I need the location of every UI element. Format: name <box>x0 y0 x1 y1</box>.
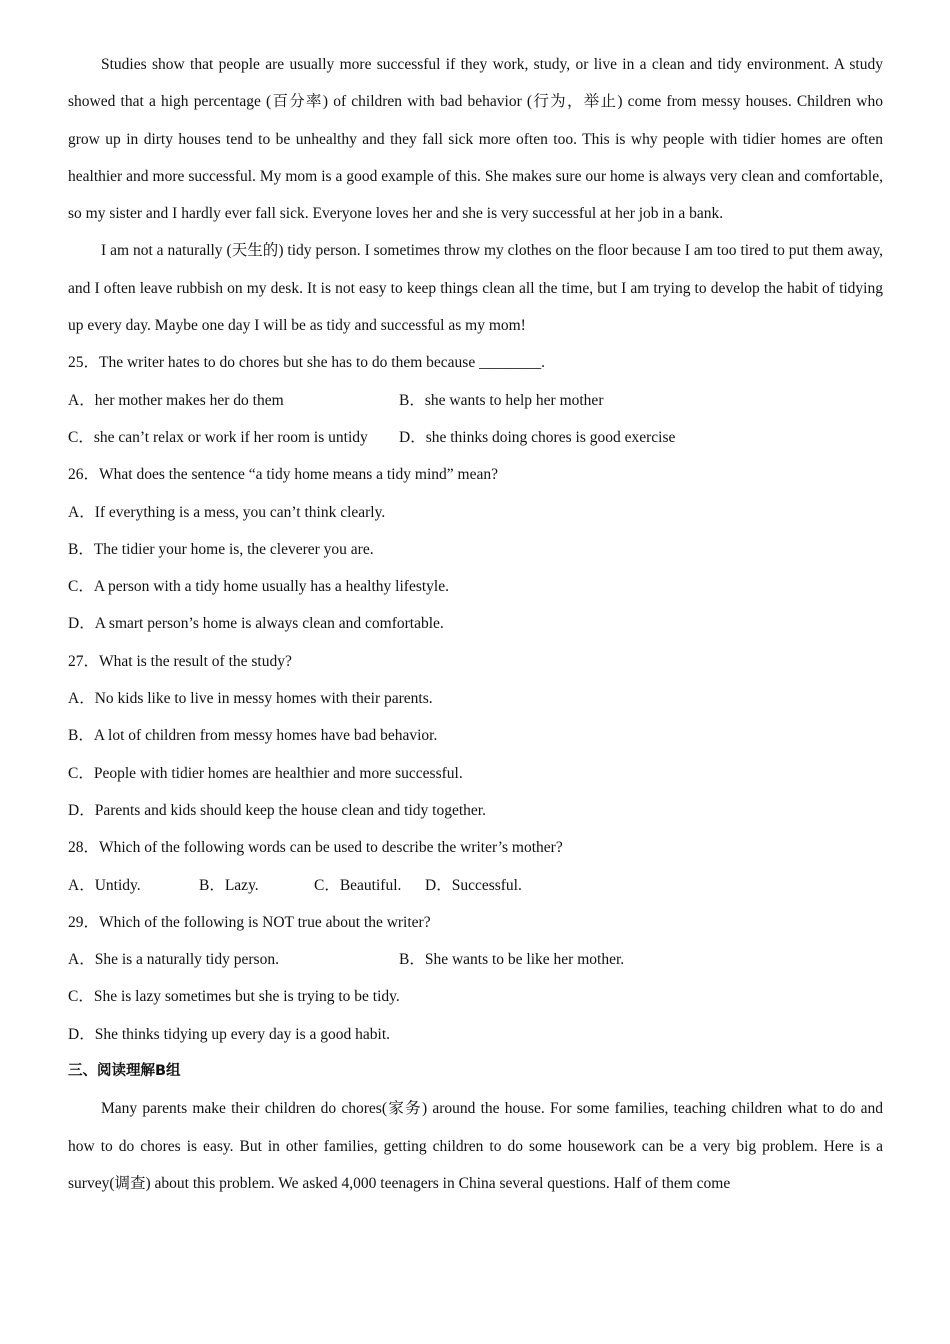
question-29-option-d[interactable]: D．She thinks tidying up every day is a good habit. <box>68 1025 391 1043</box>
question-28-option-a[interactable]: A．Untidy. <box>68 876 141 894</box>
question-25-option-c[interactable]: C．she can’t relax or work if her room is untidy <box>68 428 368 446</box>
question-26-option-a[interactable]: A．If everything is a mess, you can’t think clearly. <box>68 503 386 521</box>
question-29-option-c[interactable]: C．She is lazy sometimes but she is trying to be tidy. <box>68 988 400 1006</box>
passage-paragraph-1: Studies show that people are usually more successful if they work, study, or live in a clean and tidy environment. A study showed that a high percentage (百分率) of children with bad behavior (行为，举止) come from messy houses. Children who grow up in dirty houses tend to be unhealthy and they fall sick more often too. This is why people with tidier homes are often healthier and more successful. My mom is a good example of this. She makes sure our home is always very clean and comfortable, so my sister and I hardly ever fall sick. Everyone loves her and she is very successful at her job in a bank. <box>68 56 883 223</box>
question-28-stem: 28．Which of the following words can be used to describe the writer’s mother? <box>68 839 563 857</box>
question-25-options-row-1 <box>68 382 883 419</box>
question-27-option-d[interactable]: D．Parents and kids should keep the house clean and tidy together. <box>68 801 486 819</box>
question-29-option-a[interactable]: A．She is a naturally tidy person. <box>68 951 279 969</box>
question-25-option-d[interactable]: D．she thinks doing chores is good exercise <box>399 428 676 446</box>
question-26-option-b[interactable]: B．The tidier your home is, the cleverer you are. <box>68 540 374 558</box>
question-29-option-b[interactable]: B．She wants to be like her mother. <box>399 951 625 969</box>
question-28-option-b[interactable]: B．Lazy. <box>199 876 259 894</box>
question-27-option-a[interactable]: A．No kids like to live in messy homes with their parents. <box>68 690 433 708</box>
section-3-paragraph-1: Many parents make their children do chores(家务) around the house. For some families, teaching children what to do and how to do chores is easy. But in other families, getting children to do some housework can be a very big problem. Here is a survey(调查) about this problem. We asked 4,000 teenagers in China several questions. Half of them come <box>68 1100 883 1192</box>
question-25-stem: 25．The writer hates to do chores but she has to do them because ________. <box>68 354 545 372</box>
passage-paragraph-2: I am not a naturally (天生的) tidy person. I sometimes throw my clothes on the floor because I am too tired to put them away, and I often leave rubbish on my desk. It is not easy to keep things clean all the time, but I am trying to develop the habit of tidying up every day. Maybe one day I will be as tidy and successful as my mom! <box>68 242 883 335</box>
question-26-option-c[interactable]: C．A person with a tidy home usually has a healthy lifestyle. <box>68 578 449 596</box>
question-28-option-c[interactable]: C．Beautiful. <box>314 876 402 894</box>
question-29-options-row-1 <box>68 941 883 978</box>
question-27-stem: 27．What is the result of the study? <box>68 652 292 670</box>
question-26-stem: 26．What does the sentence “a tidy home means a tidy mind” mean? <box>68 466 498 484</box>
question-25-options-row-2 <box>68 419 883 456</box>
question-27-option-c[interactable]: C．People with tidier homes are healthier and more successful. <box>68 764 463 782</box>
question-25-option-b[interactable]: B．she wants to help her mother <box>399 391 604 409</box>
question-25-option-a[interactable]: A．her mother makes her do them <box>68 391 284 409</box>
question-26-option-d[interactable]: D．A smart person’s home is always clean and comfortable. <box>68 615 444 633</box>
question-29-stem: 29．Which of the following is NOT true about the writer? <box>68 913 431 931</box>
question-27-option-b[interactable]: B．A lot of children from messy homes have bad behavior. <box>68 727 438 745</box>
exam-page <box>68 46 883 1202</box>
question-28-option-d[interactable]: D．Successful. <box>425 876 522 894</box>
section-title: 三、阅读理解B组 <box>68 1063 181 1080</box>
question-28-options-row <box>68 867 883 904</box>
